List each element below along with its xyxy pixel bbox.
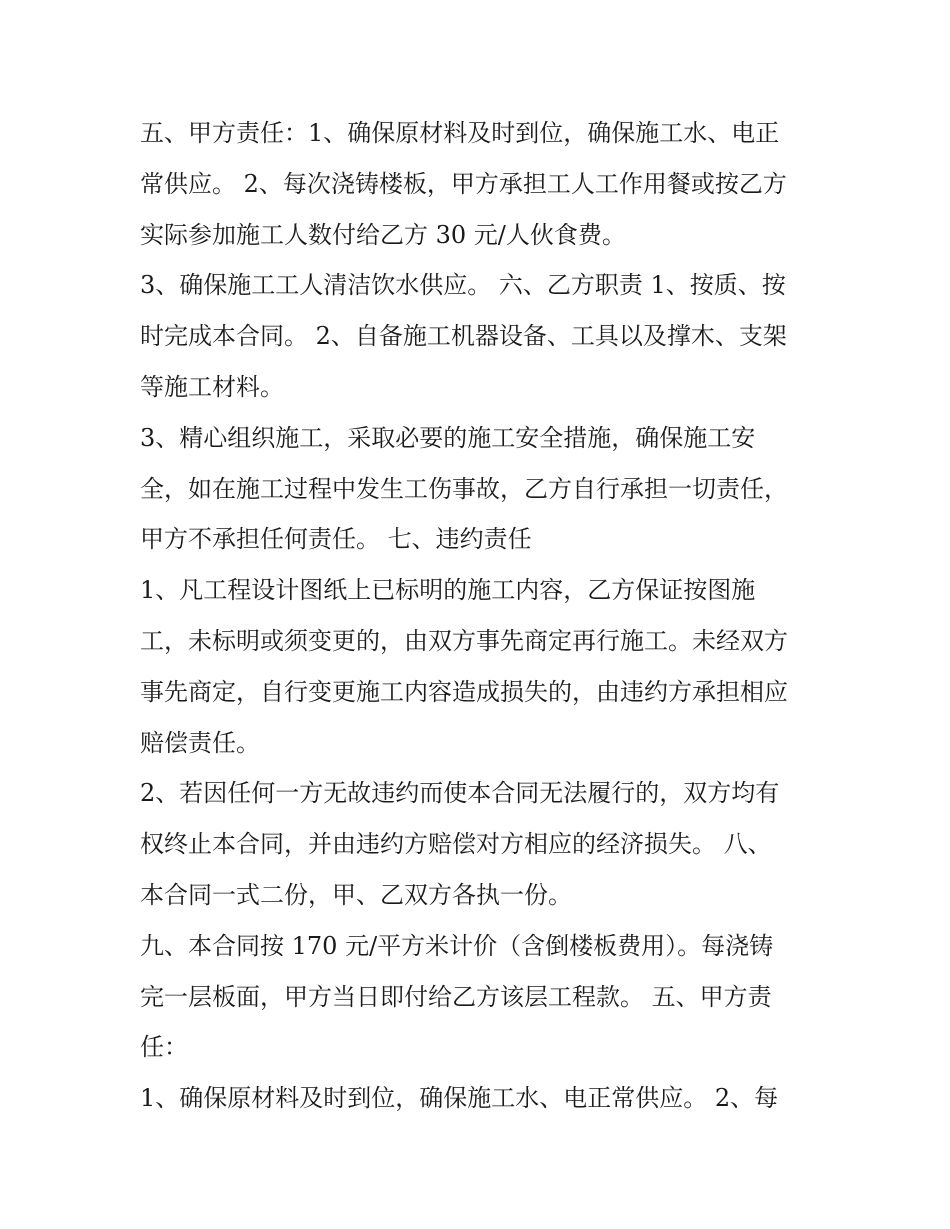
text-line: 常供应。 2、每次浇铸楼板，甲方承担工人工作用餐或按乙方 — [140, 169, 787, 198]
text-line: 实际参加施工人数付给乙方 30 元/人伙食费。 — [140, 220, 626, 249]
text-line: 工，未标明或须变更的，由双方事先商定再行施工。未经双方 — [140, 626, 788, 655]
text-line: 1、确保原材料及时到位，确保施工水、电正常供应。 2、每 — [140, 1084, 779, 1113]
text-line: 事先商定，自行变更施工内容造成损失的，由违约方承担相应 — [140, 677, 788, 706]
text-line: 等施工材料。 — [140, 372, 284, 401]
text-line: 赔偿责任。 — [140, 728, 260, 757]
text-line: 时完成本合同。 2、自备施工机器设备、工具以及撑木、支架 — [140, 322, 787, 351]
text-line: 2、若因任何一方无故违约而使本合同无法履行的，双方均有 — [140, 779, 780, 808]
text-line: 全，如在施工过程中发生工伤事故，乙方自行承担一切责任， — [140, 474, 788, 503]
text-line: 任： — [140, 1033, 188, 1062]
text-line: 甲方不承担任何责任。 七、违约责任 — [140, 525, 532, 554]
text-line: 五、甲方责任：1、确保原材料及时到位，确保施工水、电正 — [140, 119, 780, 147]
text-line: 完一层板面，甲方当日即付给乙方该层工程款。 五、甲方责 — [140, 982, 772, 1011]
text-line: 3、确保施工工人清洁饮水供应。 六、乙方职责 1、按质、按 — [140, 271, 786, 300]
text-line: 1、凡工程设计图纸上已标明的施工内容，乙方保证按图施 — [140, 576, 756, 605]
contract-text — [140, 108, 830, 1124]
text-line: 权终止本合同，并由违约方赔偿对方相应的经济损失。 八、 — [140, 830, 772, 859]
text-line: 3、精心组织施工，采取必要的施工安全措施，确保施工安 — [140, 423, 756, 452]
text-line: 九、本合同按 170 元/平方米计价（含倒楼板费用）。每浇铸 — [140, 931, 774, 960]
text-line: 本合同一式二份，甲、乙双方各执一份。 — [140, 880, 572, 909]
